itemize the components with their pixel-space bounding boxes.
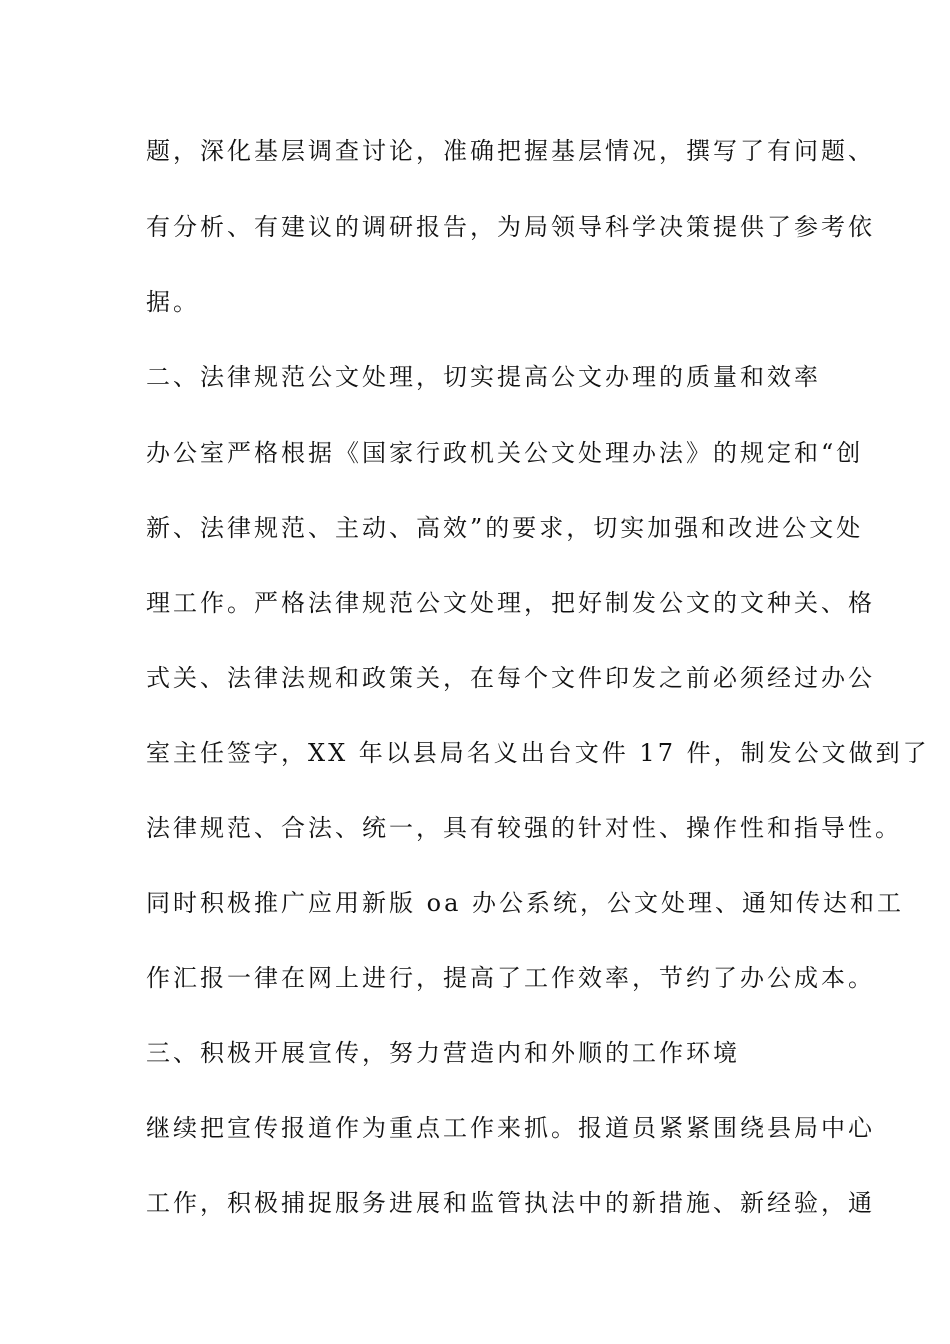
text-line: 有分析、有建议的调研报告，为局领导科学决策提供了参考依 xyxy=(146,213,875,241)
text-line: 理工作。严格法律规范公文处理，把好制发公文的文种关、格 xyxy=(146,589,875,617)
text-line: 同时积极推广应用新版 oa 办公系统，公文处理、通知传达和工 xyxy=(146,889,905,917)
text-line: 题，深化基层调查讨论，准确把握基层情况，撰写了有问题、 xyxy=(146,137,875,165)
text-line: 据。 xyxy=(146,288,200,316)
text-line: 室主任签字，XX 年以县局名义出台文件 17 件，制发公文做到了 xyxy=(146,739,930,767)
text-line: 继续把宣传报道作为重点工作来抓。报道员紧紧围绕县局中心 xyxy=(146,1114,875,1142)
text-line: 办公室严格根据《国家行政机关公文处理办法》的规定和“创 xyxy=(146,439,864,467)
text-line: 新、法律规范、主动、高效”的要求，切实加强和改进公文处 xyxy=(146,514,864,542)
section-heading: 二、法律规范公文处理，切实提高公文办理的质量和效率 xyxy=(146,363,821,391)
text-line: 式关、法律法规和政策关，在每个文件印发之前必须经过办公 xyxy=(146,664,875,692)
section-heading: 三、积极开展宣传，努力营造内和外顺的工作环境 xyxy=(146,1039,740,1067)
text-line: 法律规范、合法、统一，具有较强的针对性、操作性和指导性。 xyxy=(146,814,902,842)
text-line: 工作，积极捕捉服务进展和监管执法中的新措施、新经验，通 xyxy=(146,1189,875,1217)
text-line: 作汇报一律在网上进行，提高了工作效率，节约了办公成本。 xyxy=(146,964,875,992)
